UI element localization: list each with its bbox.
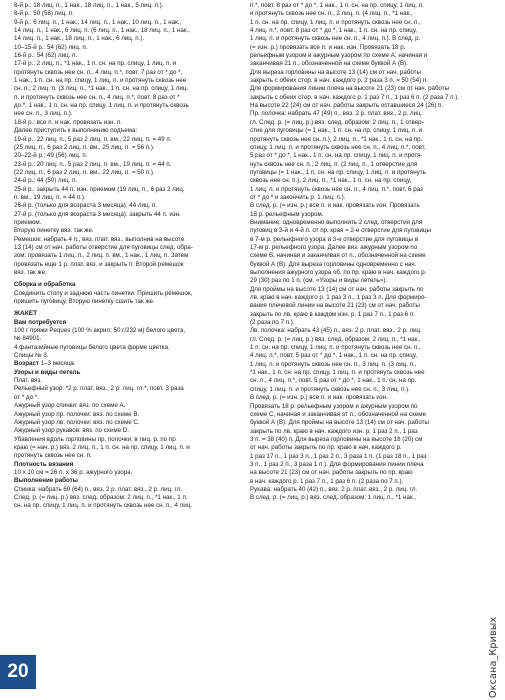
text-line: 17-й р.: 2 лиц. п., *1 нак., 1 п. сн. на пр. спицу, 1 лиц. п. и [14, 60, 177, 68]
text-line: 27-й р. (только для возраста 3 месяца): закрыть 44 п. изн. [14, 210, 181, 218]
text-line: 23-й р.: 20 лиц. п., 5 раз 2 лиц. п. вм., 19 лиц. п. = 44 п. [14, 160, 172, 168]
text-line: и протянуть сквозь нее сн. п., 2 лиц. п. (4 лиц. п., *1 нак., [250, 10, 413, 18]
text-line: 100 г пряжи Peques (100 % акрил; 50 г/232 м) белого цвета, [14, 327, 186, 335]
text-line: След. р. (= лиц. р.) вяз. след. образом: 2 лиц. п., *1 нак., 1 п. [14, 493, 188, 501]
text-line: 1 лиц. п. и протянуть сквозь нее сн. п., 4 лиц. п.*, повт. 6 раз [250, 185, 423, 193]
text-line: (2 раза по 7 п.). [250, 319, 295, 327]
materials-text [14, 327, 238, 360]
text-line: протянуть сквозь нее сн. п.), 2 лиц. п., *1 нак., 1 п. сн. на пр. [250, 135, 423, 143]
text-line: вания плечевой линии на высоте 21 (23) см от нач. работы [250, 302, 420, 310]
text-line: (25 лиц. п., 6 раз 2 лиц. п. вм., 25 лиц. п. = 56 п.). [14, 143, 155, 151]
text-line: нуть сквозь нее сн. п., 2 лиц. п. (2 лиц. п., 1 отверстие для [250, 160, 418, 168]
text-line: Ажурный узор пр. полочки: вяз. по схеме В. [14, 410, 140, 418]
work-text [14, 486, 238, 511]
text-line: сн. п., 2 лиц. п. (3 лиц. п., *1 нак., 1 п. сн. на пр. спицу, 1 лиц. [14, 85, 189, 93]
patterns-text [14, 377, 238, 460]
text-line: 13 (14) см от нач. работы отверстие для пуговицы след. обра- [14, 243, 193, 251]
patterns-heading: Узоры и виды петель [14, 368, 81, 376]
text-line: от * до *. [14, 393, 39, 401]
jacket-instructions [250, 2, 474, 503]
text-line: 16-й р.: 54 (62) лиц. п. [14, 52, 78, 60]
text-line: провязать еще 1 р. плат. вяз. и закрыть п. Второй ремешок [14, 260, 184, 268]
assembly-text [14, 290, 238, 307]
text-line: 18-й р.: все п. и нак. провязать изн. п. [14, 118, 123, 126]
text-line: Пр. полочка: набрать 47 (49) п., вяз. 2 р. плат. вяз., 2 р. лиц. [250, 110, 423, 118]
text-line: гл. След. р. (= лиц. р.) вяз. след. образом: 2 лиц. п., *1 нак., [250, 335, 421, 343]
text-line: буквой А (В). Для выреза горловины одновременно с нач. [250, 260, 417, 268]
text-line: сн. п., 4 лиц. п.*, повт. 5 раз от * до *, 1 нак., 1 п. сн. на пр. [250, 377, 417, 385]
text-line: Рельефный узор: *2 р. плат. вяз., 2 р. лиц. гл.*, повт. 3 раза [14, 385, 184, 393]
text-line: на высоте 21 (23) см от нач. работы закрыть по пр. краю [250, 469, 413, 477]
text-line: 14 лиц. п., 1 нак., 18 лиц. п., 1 нак., 6 лиц. п.). [14, 35, 145, 43]
text-line: п. вм., 19 лиц. п. = 44 п.). [14, 193, 86, 201]
text-line: п. и протянуть сквозь нее сн. п., 4 лиц. п.*, повт. 8 раз от * [14, 93, 180, 101]
text-line: спицу, 1 лиц. п. и протянуть сквозь нее сн. п., 3 лиц. п.). [250, 385, 410, 393]
text-line: Далее приступить к выполнению подъема: [14, 127, 138, 135]
text-line: Ажурный узор лв. полочки: вяз. по схеме С. [14, 418, 140, 426]
text-line: закрыть по лв. краю в каждом изн. р. 1 раз 7 п., 1 раз 6 п. [250, 310, 415, 318]
page-number: 20 [0, 655, 36, 689]
text-line: 19-й р.: 22 лиц. п., 5 раз 2 лиц. п. вм., 22 лиц. п. = 49 п. [14, 135, 172, 143]
text-line: 1 нак., 1 п. сн. на пр. спицу, 1 лиц. п. и протянуть сквозь нее [14, 77, 187, 85]
text-line: Убавления вдоль горловины пр. полочки: в лиц. р. по пр [14, 435, 176, 443]
text-line: приемом. [14, 218, 42, 226]
text-line: в нач. каждого р. 1 раз 7 п., 1 раз 6 п. (2 раза по 7 п.). [250, 477, 404, 485]
text-line: пришить пуговицу. Вторую пинетку сшить так же. [14, 298, 155, 306]
text-line: Внимание: одновременно выполнить 2 след. отверстия для [250, 218, 423, 226]
text-line: Спицы № 3. [14, 352, 49, 360]
text-line: Ажурный узор рукавов: вяз. по схеме D. [14, 427, 129, 435]
text-line: п.*, повт. 8 раз от * до *, 1 нак., 1 п. сн. на пр. спицу, 1 лиц. п. [250, 2, 424, 9]
text-line: вяз. так же. [14, 269, 47, 276]
text-line: *1 нак., 1 п. сн. на пр. спицу, 1 лиц. п. и протянуть сквозь нее [250, 369, 425, 377]
bootie-instructions [14, 2, 238, 277]
text-line: 8-й р.: 50 (58) лиц. п. [14, 10, 74, 18]
text-line: Лв. полочка: набрать 43 (45) п., вяз. 2 р. плат. вяз., 2 р. лиц. [250, 327, 422, 335]
text-line: 26-й р. (только для возраста 3 месяца): 44 лиц. п. [14, 202, 158, 210]
work-heading: Выполнение работы [14, 477, 78, 485]
text-line: (22 лиц. п., 6 раз 2 лиц. п. вм., 22 лиц. п. = 50 п.). [14, 168, 155, 176]
age-line [14, 360, 238, 368]
text-line: схеме В, начиная и заканчивая от п., обозначенной на схеме [250, 252, 426, 260]
text-line: лв. краю в нач. каждого р. 1 раз 3 п., 1 раз 3 п. Для формиро- [250, 294, 427, 302]
text-line: рельефным узором и ажурным узором по схеме А, начиная и [250, 52, 428, 60]
text-line: выполнения ажурного узора об. по пр. краю в нач. каждого р. [250, 269, 427, 276]
jacket-heading: ЖАКЕТ [14, 310, 38, 318]
text-line: закрыть по лв. краю в нач. каждого изн. р. 1 раз 2 п., 1 раз [250, 427, 418, 435]
text-line: нее сн. п., 3 лиц. п.). [14, 110, 73, 118]
text-line: буквой А (В). Для проймы на высоте 13 (14) см от нач. работы [250, 419, 429, 427]
text-line: 3 п. = 38 (40) п. Для выреза горловины на высоте 18 (20) см [250, 435, 423, 443]
text-line: 9-й р.: 6 лиц. п., 1 нак., 14 лиц. п., 1 нак., 10 лиц. п., 1 нак., [14, 18, 182, 26]
text-line: схеме С, начиная и заканчивая от п., обозначенной на схеме [250, 410, 427, 418]
text-line: 24-й р.: 44 (50) лиц. п. [14, 177, 78, 185]
text-line: сквозь нее сн. п.), 2 лиц. п., *1 нак., 1 п. сн. на пр. спицу, [250, 177, 412, 185]
text-line: от нач. работы закрыть по пр. краю в нач. каждого р. [250, 444, 402, 452]
text-line: до *, 1 нак., 1 п. сн. на пр. спицу, 1 лиц. п. и протянуть сквозь [14, 102, 189, 110]
text-line: сн. на пр. спицу, 1 лиц. п. и протянуть сквозь нее сн. п., 4 лиц. [14, 502, 192, 510]
text-line: Ремешок: набрать 4 п., вяз. плат. вяз., выполнив на высоте [14, 235, 185, 243]
density-text: 10 x 10 см = 26 п. x 36 р. ажурного узора. [14, 468, 133, 476]
text-line: 29 (30) раз по 1 п. (см. «Узоры и виды петель»). [250, 277, 388, 285]
text-line: 4 фантазийные пуговицы белого цвета форме цветка. [14, 343, 170, 351]
text-line: 10–15-й р.: 54 (62) лиц. п. [14, 43, 88, 51]
text-line: Рукава: набрать 40 (42) п., вяз. 2 р. плат. вяз., 2 р. лиц. гл. [250, 485, 418, 493]
text-line: Спинка: набрать 60 (64) п., вяз. 2 р. плат. вяз., 2 р. лиц. гл. [14, 485, 183, 493]
watermark: Оксана_Кривых [488, 616, 499, 698]
left-column [14, 2, 238, 511]
age-label: Возраст [14, 360, 39, 368]
text-line: пуговиц в 3-й и 4-й п. от пр. края = 2-е отверстие для пуговицы [250, 227, 431, 235]
text-line: зом: провязать 1 лиц. п., 2 лиц. п. вм., 1 нак., 1 лиц. п. Затем [14, 252, 189, 260]
text-line: закрыть с обеих стор. в нач. каждого р. 1 раз 7 п., 1 раз 6 п. (2 раза 7 п.). [250, 93, 460, 101]
text-line: 1 п. сн. на пр. спицу, 1 лиц. п. и протянуть сквозь нее сн. п., [250, 344, 421, 352]
text-line: стие для пуговицы (= 1 нак., 1 п. сн. на пр. спицу, 1 лиц. п. и [250, 127, 423, 135]
text-line: В след. р. (= изн. р.) все п. и нак. провязать изн. Провязать [250, 202, 420, 210]
text-line: краю (= нач. р.) вяз. 2 лиц. п., 1 п. сн. на пр. спицу, 1 лиц. п. и [14, 443, 190, 451]
text-line: закрыть с обеих стор. в нач. каждого р. 2 раза 3 п. = 50 (54) п. [250, 77, 428, 85]
text-line: 8-й р.: 18 лиц. п., 1 нак., 18 лиц. п., 1 нак., 5 лиц. п.). [14, 2, 164, 9]
text-line: 18 р. рельефным узором. [250, 210, 324, 218]
text-line: 20–22-й р.: 49 (56) лиц. п. [14, 152, 88, 160]
text-line: Провязать 18 р. рельефным узором и ажурным узором по [250, 402, 418, 410]
text-line: 5 раз от * до *, 1 нак., 1 п. сн. на пр. спицу, 1 лиц. п. и протя- [250, 152, 423, 160]
text-line: протянуть сквозь нее сн. п. [14, 452, 92, 460]
text-line: в 7-м р. рельефного узора и 3-е отверстие для пуговицы в [250, 235, 419, 243]
text-line: Плат. вяз. [14, 377, 43, 385]
materials-heading: Вам потребуется [14, 318, 67, 326]
text-line: 1 лиц. п. и протянуть сквозь нее сн. п., 4 лиц. п.). В след. р. [250, 35, 421, 43]
text-line: Ажурный узор спинки: вяз. по схеме А. [14, 402, 126, 410]
text-line: 25-й р.: закрыть 44 п. изн. приемом (19 лиц. п., 6 раз 2 лиц. [14, 185, 185, 193]
text-line: гл. След. р. (= лиц. р.) вяз. след. образом: 2 лиц. п., 1 отвер- [250, 118, 424, 126]
assembly-heading: Сборка и обработка [14, 281, 76, 289]
text-line: Для выреза горловины на высоте 13 (14) см от нач. работы [250, 68, 421, 76]
text-line: 4 лиц. п.*, повт. 5 раз от * до *, 1 нак., 1 п. сн. на пр. спицу, [250, 352, 418, 360]
text-line: (= изн. р.) провязать все п. и нак. изн. Провязать 18 р. [250, 43, 406, 51]
text-line: 3 п., 1 раз 2 п., 3 раза 1 п.). Для формирования линии плеча [250, 460, 424, 468]
text-line: спицу, 1 лиц. п. и протянуть сквозь нее сн. п., 4 лиц. п.*, повт. [250, 143, 426, 151]
text-line: 1 раз 17 п., 1 раз 3 п., 1 раз 2 п., 3 раза 1 п. (1 раз 18 п., 1 раз [250, 452, 427, 460]
text-line: Соединить стопу и заднюю часть пинетки. Пришить ремешок, [14, 289, 193, 297]
text-line: На высоте 22 (24) см от нач. работы закрыть оставшиеся 24 (26) п. [250, 102, 444, 110]
age-value: 1–3 месяца. [38, 360, 76, 368]
text-line: № 84901. [14, 335, 42, 343]
right-column [250, 2, 474, 503]
text-line: Для формирования линии плеча на высоте 21 (23) см от нач. работы [250, 85, 450, 93]
document-page [14, 2, 478, 690]
text-line: от * до * и закончить р. 1 лиц. п.). [250, 193, 346, 201]
text-line: В след. р. (= лиц. р.) вяз. след. образом: 1 лиц. п., *1 нак., [250, 494, 417, 502]
text-line: протянуть сквозь нее сн. п., 4 лиц. п.*, повт. 7 раз от * до *, [14, 68, 183, 76]
text-line: Вторую пинетку вяз. так же. [14, 227, 94, 235]
text-line: пуговицы (= 1 нак., 1 п. сн. на пр. спицу, 1 лиц. п. и протянуть [250, 168, 426, 176]
density-heading: Плотность вязания [14, 460, 74, 468]
text-line: 1 лиц. п. и протянуть сквозь нее сн. п., 3 лиц. п. (3 лиц. п., [250, 360, 417, 368]
text-line: заканчивая 21 п., обозначенной на схеме буквой А (В). [250, 60, 408, 68]
text-line: Для проймы на высоте 13 (14) см от нач. работы закрыть по [250, 285, 424, 293]
text-line: 14 лиц. п., 1 нак., 6 лиц. п. (6 лиц. п., 1 нак., 18 лиц. п., 1 нак., [14, 27, 191, 35]
text-line: 1 п. сн. на пр. спицу, 1 лиц. п. и протянуть сквозь нее сн. п., [250, 18, 421, 26]
text-line: 17-м р. рельефного узора. Далее вяз. ажурным узором по [250, 243, 418, 251]
text-line: В след. р. (= изн. р.) все п. и нак. провязать изн. [250, 394, 388, 402]
text-line: 4 лиц. п.*, повт. 8 раз от * до *, 1 нак., 1 п. сн. на пр. спицу, [250, 27, 418, 35]
